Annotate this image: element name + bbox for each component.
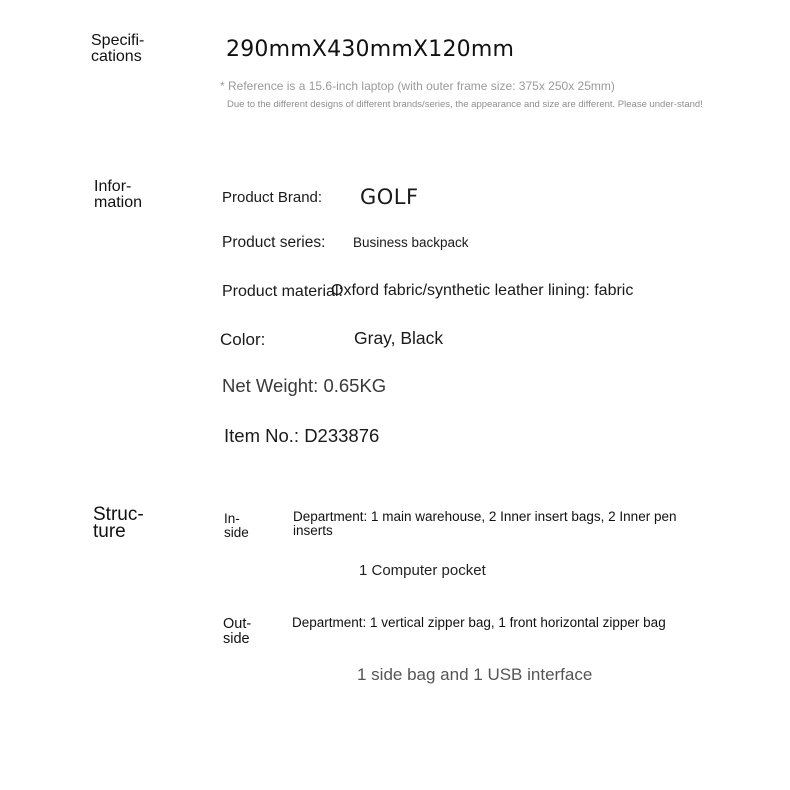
color-value: Gray, Black — [354, 328, 444, 348]
structure-heading: Struc- ture — [93, 504, 144, 542]
item-number: Item No.: D233876 — [224, 425, 380, 446]
series-label: Product series: — [222, 234, 326, 251]
specifications-heading: Specifi- cations — [91, 32, 145, 65]
brand-value: GOLF — [360, 185, 419, 209]
inside-extra: 1 Computer pocket — [359, 562, 486, 579]
outside-department: Department: 1 vertical zipper bag, 1 front horizontal zipper bag — [292, 615, 666, 630]
material-label: Product material: — [222, 283, 343, 300]
material-value: Oxford fabric/synthetic leather lining: fabric — [331, 282, 634, 299]
dimensions-value: 290mmX430mmX120mm — [226, 37, 515, 62]
inside-department: Department: 1 main warehouse, 2 Inner insert bags, 2 Inner pen inserts — [293, 509, 677, 538]
net-weight: Net Weight: 0.65KG — [222, 375, 387, 396]
outside-label: Out- side — [223, 616, 252, 647]
brand-label: Product Brand: — [222, 189, 323, 206]
inside-label: In- side — [224, 511, 249, 540]
reference-note: * Reference is a 15.6-inch laptop (with outer frame size: 375x 250x 25mm) — [220, 79, 615, 93]
disclaimer-note: Due to the different designs of different brands/series, the appearance and size are different. Please under-stand! — [227, 99, 703, 110]
information-heading: Infor- mation — [94, 178, 143, 211]
color-label: Color: — [220, 330, 266, 349]
series-value: Business backpack — [353, 235, 469, 250]
outside-extra: 1 side bag and 1 USB interface — [357, 665, 593, 684]
